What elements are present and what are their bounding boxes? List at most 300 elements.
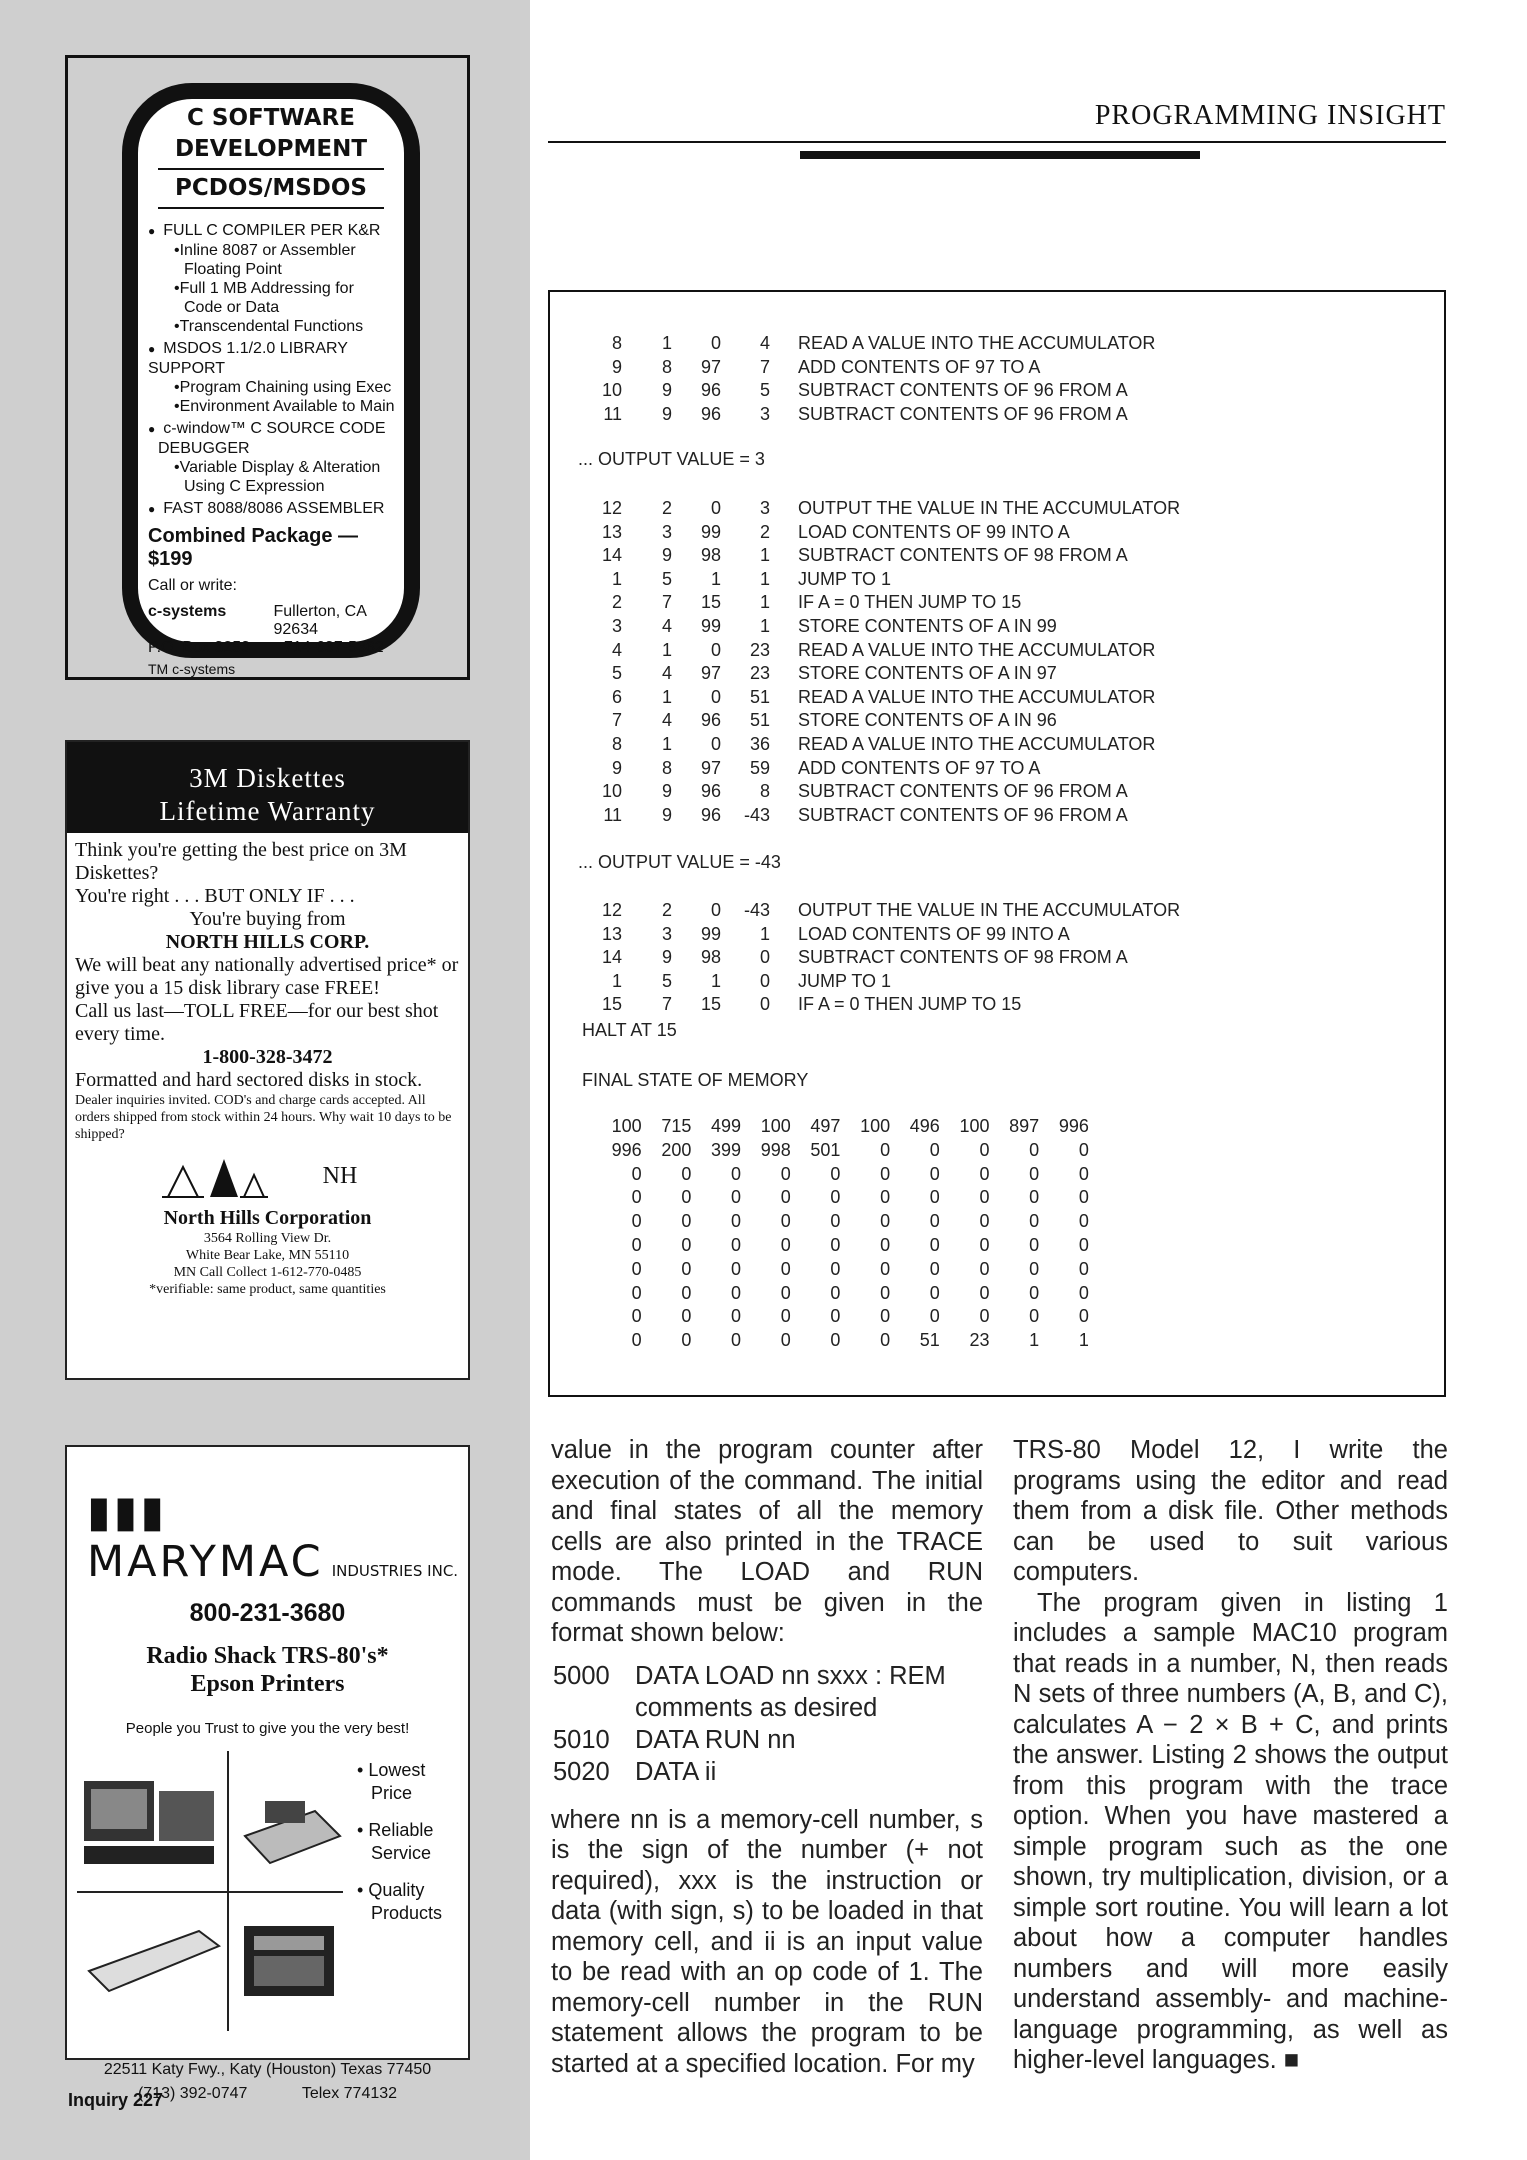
trace-row: [570, 923, 1180, 947]
code-statement: DATA RUN nn: [635, 1725, 796, 1754]
trace-block-1: [570, 332, 1155, 426]
memory-cell: 0: [979, 1187, 990, 1208]
trace-value: 5: [611, 663, 622, 684]
code-line: [553, 1693, 946, 1723]
ad-marymac-suffix: INDUSTRIES INC.: [331, 1562, 459, 1580]
trace-row: [570, 403, 1155, 427]
trace-comment: OUTPUT THE VALUE IN THE ACCUMULATOR: [798, 498, 1181, 518]
trace-row: [570, 568, 1180, 592]
trace-value: 1: [759, 592, 770, 613]
trace-value: 4: [759, 333, 770, 353]
memory-cell: 0: [731, 1234, 742, 1255]
trace-row: [570, 497, 1180, 521]
trace-comment: READ A VALUE INTO THE ACCUMULATOR: [798, 333, 1156, 353]
trace-value: 1: [759, 615, 770, 636]
trace-value: 5: [661, 568, 672, 589]
ad-c-feature-item: • Full 1 MB Addressing for: [174, 279, 404, 298]
trace-value: 1: [710, 970, 721, 991]
memory-cell: 0: [681, 1187, 692, 1208]
ad-c-pobox: P.O. Box 3253: [148, 639, 250, 656]
memory-cell: 0: [731, 1306, 742, 1327]
trace-value: 96: [700, 781, 721, 802]
trace-value: 1: [661, 333, 672, 353]
trace-comment: OUTPUT THE VALUE IN THE ACCUMULATOR: [798, 900, 1181, 920]
ad-c-feature-item: • Variable Display & Alteration: [174, 458, 404, 477]
memory-cell: 51: [919, 1330, 940, 1351]
memory-cell: 0: [780, 1282, 791, 1303]
memory-cell: 0: [880, 1258, 891, 1279]
trace-value: 1: [759, 545, 770, 566]
output-line-1: ... OUTPUT VALUE = 3: [578, 449, 765, 469]
memory-cell: 100: [860, 1116, 891, 1136]
trace-value: 8: [661, 356, 672, 377]
trace-value: 97: [700, 663, 721, 684]
memory-cell: 496: [909, 1116, 940, 1136]
memory-row: [592, 1163, 1089, 1187]
memory-cell: 0: [929, 1306, 940, 1327]
memory-cell: 399: [711, 1139, 742, 1160]
trace-value: 51: [749, 710, 770, 731]
divider: [77, 1891, 343, 1893]
ad-marymac-products: [67, 1751, 468, 2041]
ad-c-feature-list: [138, 212, 404, 519]
trace-comment: SUBTRACT CONTENTS OF 96 FROM A: [798, 380, 1128, 401]
code-statement: DATA ii: [635, 1757, 717, 1786]
marymac-mark-icon: ▮▮▮: [87, 1487, 167, 1537]
benefit-products: Products: [371, 1903, 443, 1923]
page-folio: Inquiry 227: [68, 2090, 164, 2110]
trace-comment: JUMP TO 1: [798, 568, 892, 589]
trace-value: 23: [749, 663, 770, 684]
trace-comment: LOAD CONTENTS OF 99 INTO A: [798, 923, 1070, 944]
memory-cell: 715: [661, 1116, 692, 1136]
trace-value: 9: [661, 545, 672, 566]
trace-value: 7: [759, 356, 770, 377]
ad-3m-subtitle: Lifetime Warranty: [159, 796, 376, 826]
trace-value: 7: [611, 710, 622, 731]
memory-cell: 200: [661, 1139, 692, 1160]
trace-block-3: [570, 899, 1180, 1017]
memory-cell: 0: [681, 1163, 692, 1184]
trace-comment: STORE CONTENTS OF A IN 97: [798, 663, 1057, 684]
trace-value: 3: [759, 403, 770, 424]
code-line-number: [553, 1693, 633, 1723]
ad-c-feature-item: • Program Chaining using Exec: [174, 378, 404, 397]
trace-value: 5: [759, 380, 770, 401]
ad-c-feature-item: • Inline 8087 or Assembler: [174, 241, 404, 260]
memory-cell: 0: [1029, 1282, 1040, 1303]
trace-value: 9: [661, 380, 672, 401]
memory-cell: 0: [830, 1211, 841, 1232]
col2-paragraph-1: TRS-80 Model 12, I write the programs using the editor and read them from a disk file. Other methods can be used to suit various computers.: [1013, 1436, 1448, 1586]
trace-value: 1: [759, 923, 770, 944]
ad-c-feature-item: ● c-window™ C SOURCE CODE: [148, 419, 404, 439]
trace-row: [570, 780, 1180, 804]
memory-cell: 0: [780, 1234, 791, 1255]
memory-cell: 0: [1078, 1211, 1089, 1232]
memory-cell: 0: [830, 1187, 841, 1208]
ad-3m-company: North Hills Corporation: [163, 1207, 372, 1229]
code-line-number: 5010: [553, 1725, 610, 1754]
trace-value: 14: [601, 545, 622, 566]
ad-3m-logo-text: NH: [322, 1163, 358, 1189]
ad-c-feature-item: Using C Expression: [184, 478, 325, 495]
trace-value: 0: [759, 970, 770, 991]
memory-cell: 0: [979, 1139, 990, 1160]
ad-3m-phone: 1-800-328-3472: [202, 1046, 333, 1068]
trace-value: 23: [749, 639, 770, 660]
memory-cell: 0: [1078, 1139, 1089, 1160]
trace-value: 0: [759, 947, 770, 968]
memory-cell: 0: [681, 1330, 692, 1351]
ad-marymac-benefits: • Lowest Price • Reliable Service • Quality Products: [357, 1760, 443, 1923]
memory-cell: 0: [1078, 1306, 1089, 1327]
trace-row: [570, 544, 1180, 568]
trace-value: 6: [611, 686, 622, 707]
trace-comment: STORE CONTENTS OF A IN 96: [798, 710, 1057, 731]
memory-row: [592, 1186, 1089, 1210]
trace-value: 98: [700, 545, 721, 566]
ad-c-contact-2: [148, 639, 404, 657]
memory-cell: 0: [880, 1306, 891, 1327]
ad-3m-p3: You're buying from: [189, 908, 346, 930]
memory-cell: 0: [830, 1163, 841, 1184]
trace-comment: STORE CONTENTS OF A IN 99: [798, 615, 1057, 636]
ad-3m-p7: Formatted and hard sectored disks in stock.: [75, 1069, 423, 1091]
memory-cell: 0: [731, 1282, 742, 1303]
ad-c-title-2: DEVELOPMENT: [174, 136, 368, 162]
article-column-2: [1013, 1435, 1448, 2076]
memory-cell: 0: [731, 1211, 742, 1232]
memory-cell: 0: [631, 1211, 642, 1232]
benefit-service: Service: [371, 1843, 432, 1863]
memory-cell: 996: [611, 1139, 642, 1160]
memory-cell: 0: [979, 1234, 990, 1255]
memory-cell: 0: [830, 1330, 841, 1351]
memory-cell: 0: [780, 1306, 791, 1327]
ad-marymac-phone: 800-231-3680: [189, 1599, 346, 1627]
trace-value: 0: [710, 498, 721, 518]
memory-cell: 0: [1029, 1187, 1040, 1208]
trace-value: 15: [601, 994, 622, 1015]
ad-marymac-line2: Epson Printers: [190, 1671, 345, 1697]
ad-c-feature-item: • Transcendental Functions: [174, 317, 404, 336]
ad-3m-addr1: 3564 Rolling View Dr.: [203, 1231, 332, 1246]
trace-value: 4: [611, 639, 622, 660]
memory-cell: 100: [959, 1116, 990, 1136]
trace-value: 3: [661, 923, 672, 944]
trace-value: 3: [759, 498, 770, 518]
memory-cell: 0: [929, 1234, 940, 1255]
memory-row: [592, 1258, 1089, 1282]
trace-row: [570, 757, 1180, 781]
trace-value: 7: [661, 592, 672, 613]
trace-comment: SUBTRACT CONTENTS OF 98 FROM A: [798, 545, 1128, 566]
memory-cell: 0: [929, 1211, 940, 1232]
trace-value: 8: [611, 333, 622, 353]
memory-cell: 0: [1029, 1163, 1040, 1184]
memory-cell: 0: [929, 1139, 940, 1160]
trace-row: [570, 686, 1180, 710]
trace-value: 0: [710, 639, 721, 660]
memory-cell: 0: [1029, 1234, 1040, 1255]
section-header: PROGRAMMING INSIGHT: [1094, 100, 1446, 131]
memory-cell: 0: [631, 1163, 642, 1184]
memory-cell: 0: [830, 1306, 841, 1327]
ad-c-contact: [148, 603, 404, 639]
ad-c-feature-item: DEBUGGER: [158, 440, 250, 457]
ad-c-package-price: Combined Package — $199: [148, 525, 359, 570]
trace-value: 11: [603, 804, 622, 825]
ad-3m-addr2: White Bear Lake, MN 55110: [185, 1248, 350, 1263]
trace-value: 10: [601, 380, 622, 401]
trace-row: [570, 899, 1180, 923]
memory-cell: 0: [979, 1211, 990, 1232]
trace-value: 0: [710, 333, 721, 353]
ad-3m-footnote: *verifiable: same product, same quantities: [149, 1282, 386, 1297]
memory-cell: 0: [631, 1234, 642, 1255]
ad-c-feature-item: ● FAST 8088/8086 ASSEMBLER: [148, 499, 404, 519]
code-line: [553, 1757, 946, 1787]
divider: [158, 168, 384, 170]
ad-c-feature-item: Code or Data: [184, 299, 280, 316]
memory-cell: 0: [880, 1234, 891, 1255]
memory-cell: 0: [731, 1258, 742, 1279]
trace-value: 2: [661, 498, 672, 518]
final-state-title: FINAL STATE OF MEMORY: [582, 1070, 809, 1090]
trace-value: 59: [749, 757, 770, 778]
trace-value: 98: [700, 947, 721, 968]
memory-cell: 996: [1058, 1116, 1089, 1136]
trace-comment: SUBTRACT CONTENTS OF 96 FROM A: [798, 403, 1128, 424]
memory-row: [592, 1282, 1089, 1306]
trace-value: 99: [700, 521, 721, 542]
memory-cell: 998: [760, 1139, 791, 1160]
memory-cell: 0: [929, 1187, 940, 1208]
memory-cell: 0: [780, 1258, 791, 1279]
memory-cell: 0: [681, 1211, 692, 1232]
memory-cell: 0: [1029, 1139, 1040, 1160]
ad-marymac-telex: Telex 774132: [301, 2085, 398, 2102]
ad-c-company: c-systems: [148, 603, 227, 620]
memory-cell: 0: [780, 1187, 791, 1208]
memory-cell: 0: [979, 1163, 990, 1184]
trace-row: [570, 639, 1180, 663]
trace-value: 9: [611, 757, 622, 778]
trace-row: [570, 615, 1180, 639]
ad-3m-logo: [75, 1153, 460, 1203]
load-run-format: [551, 1659, 948, 1789]
trace-comment: READ A VALUE INTO THE ACCUMULATOR: [798, 733, 1156, 754]
memory-cell: 0: [631, 1306, 642, 1327]
memory-cell: 0: [929, 1282, 940, 1303]
memory-cell: 0: [830, 1282, 841, 1303]
trace-row: [570, 970, 1180, 994]
trace-value: 9: [661, 403, 672, 424]
benefit-reliable: Reliable: [368, 1820, 434, 1840]
memory-cell: 0: [631, 1187, 642, 1208]
trace-value: -43: [743, 804, 770, 825]
memory-cell: 0: [880, 1282, 891, 1303]
trace-row: [570, 521, 1180, 545]
trace-value: 96: [700, 403, 721, 424]
trace-comment: SUBTRACT CONTENTS OF 96 FROM A: [798, 781, 1128, 802]
trace-row: [570, 993, 1180, 1017]
trace-value: 4: [661, 663, 672, 684]
memory-row: [592, 1234, 1089, 1258]
benefit-lowest: Lowest: [368, 1760, 426, 1780]
trace-value: 1: [661, 733, 672, 754]
ad-marymac-tel: (713) 392-0747: [137, 2085, 248, 2102]
ad-c-feature-item: ● MSDOS 1.1/2.0 LIBRARY SUPPORT: [148, 339, 404, 378]
trace-value: 97: [700, 757, 721, 778]
ad-3m-diskettes: [65, 740, 470, 1380]
trace-row: [570, 804, 1180, 828]
ad-3m-p2: You're right . . . BUT ONLY IF . . .: [75, 885, 355, 907]
trace-row: [570, 733, 1180, 757]
memory-cell: 0: [731, 1163, 742, 1184]
memory-cell: 0: [830, 1258, 841, 1279]
memory-cell: 0: [1078, 1187, 1089, 1208]
trace-value: 2: [759, 521, 770, 542]
trace-comment: IF A = 0 THEN JUMP TO 15: [798, 592, 1022, 613]
memory-cell: 0: [780, 1163, 791, 1184]
ad-marymac-logo: [67, 1447, 468, 1587]
memory-cell: 0: [979, 1258, 990, 1279]
trace-value: 9: [661, 947, 672, 968]
trace-value: 1: [710, 568, 721, 589]
trace-value: -43: [743, 900, 770, 920]
trace-value: 12: [601, 900, 622, 920]
code-statement: comments as desired: [635, 1693, 878, 1722]
trace-value: 9: [611, 356, 622, 377]
ad-c-feature-item: Floating Point: [184, 261, 282, 278]
memory-row: [592, 1115, 1089, 1139]
trace-value: 51: [749, 686, 770, 707]
trace-comment: ADD CONTENTS OF 97 TO A: [798, 757, 1041, 778]
ad-marymac-tagline: People you Trust to give you the very best!: [125, 1720, 410, 1737]
memory-cell: 0: [1078, 1234, 1089, 1255]
memory-cell: 1: [1078, 1330, 1089, 1351]
col2-paragraph-2: The program given in listing 1 includes a sample MAC10 program that reads in a number, N, then reads N sets of three numbers (A, B, and C), calculates A − 2 × B + C, and prints the answer. Listing 2 shows the output from this program with the trace option. When you have mastered a simple program such as the one shown, try multiplication, division, or a simple sort routine. You will learn a lot about how a computer handles numbers and will more easily understand assembly- and machine-language programming, as well as higher-level languages. ■: [1013, 1588, 1448, 2074]
memory-row: [592, 1139, 1089, 1163]
trace-value: 36: [749, 733, 770, 754]
trace-value: 8: [611, 733, 622, 754]
model-100-image-icon: [239, 1911, 339, 2011]
memory-row: [592, 1329, 1089, 1353]
memory-cell: 0: [731, 1187, 742, 1208]
memory-cell: 0: [1029, 1258, 1040, 1279]
memory-row: [592, 1305, 1089, 1329]
code-statement: DATA LOAD nn sxxx : REM: [635, 1661, 946, 1690]
ad-3m-p6: Call us last—TOLL FREE—for our best shot every time.: [75, 1000, 439, 1045]
trace-value: 1: [759, 568, 770, 589]
trace-row: [570, 356, 1155, 380]
benefit-quality: Quality: [368, 1880, 425, 1900]
col1-paragraph-1: value in the program counter after execution of the command. The initial and final states of all the memory cells are also printed in the TRACE mode. The LOAD and RUN commands must be given in the format shown below:: [551, 1436, 983, 1647]
trace-row: [570, 662, 1180, 686]
article-column-1: [551, 1435, 983, 2079]
memory-cell: 0: [929, 1258, 940, 1279]
header-rule: [548, 141, 1446, 143]
memory-cell: 23: [969, 1330, 990, 1351]
ad-c-trademark: TM c-systems: [148, 661, 236, 677]
trace-comment: READ A VALUE INTO THE ACCUMULATOR: [798, 686, 1156, 707]
memory-row: [592, 1210, 1089, 1234]
memory-table: [592, 1115, 1089, 1353]
ad-3m-p1: Think you're getting the best price on 3M Diskettes?: [75, 839, 407, 884]
trace-comment: SUBTRACT CONTENTS OF 98 FROM A: [798, 947, 1128, 968]
trace-value: 0: [710, 900, 721, 920]
trace-row: [570, 332, 1155, 356]
ad-3m-addr3: MN Call Collect 1-612-770-0485: [173, 1265, 362, 1280]
memory-cell: 0: [880, 1211, 891, 1232]
listing-2-box: [548, 290, 1446, 1397]
code-line: [553, 1725, 946, 1755]
trace-value: 13: [601, 521, 622, 542]
trace-comment: LOAD CONTENTS OF 99 INTO A: [798, 521, 1070, 542]
ad-marymac-address: 22511 Katy Fwy., Katy (Houston) Texas 77450: [103, 2061, 432, 2078]
trace-value: 3: [661, 521, 672, 542]
memory-cell: 0: [780, 1211, 791, 1232]
ad-c-title-3: PCDOS/MSDOS: [174, 175, 367, 201]
memory-cell: 0: [1078, 1282, 1089, 1303]
trace-value: 1: [611, 568, 622, 589]
ad-c-phone: 714-637-5362: [284, 639, 384, 656]
code-line-number: 5020: [553, 1757, 610, 1786]
trace-value: 4: [661, 710, 672, 731]
ad-c-software: [65, 55, 470, 680]
memory-cell: 497: [810, 1116, 841, 1136]
memory-cell: 0: [731, 1330, 742, 1351]
trace-value: 4: [661, 615, 672, 636]
trace-value: 0: [710, 686, 721, 707]
memory-cell: 1: [1029, 1330, 1040, 1351]
trace-value: 96: [700, 380, 721, 401]
computer-image-icon: [79, 1771, 219, 1871]
trace-value: 0: [710, 733, 721, 754]
trace-value: 0: [759, 994, 770, 1015]
trace-block-2: [570, 497, 1180, 827]
memory-cell: 0: [830, 1234, 841, 1255]
memory-cell: 0: [1078, 1258, 1089, 1279]
halt-line: HALT AT 15: [582, 1020, 677, 1040]
trace-value: 11: [603, 403, 622, 424]
trace-comment: IF A = 0 THEN JUMP TO 15: [798, 994, 1022, 1015]
trace-value: 96: [700, 710, 721, 731]
memory-cell: 0: [880, 1139, 891, 1160]
ad-marymac-name: MARYMAC: [87, 1537, 324, 1587]
memory-cell: 0: [681, 1234, 692, 1255]
memory-cell: 897: [1009, 1116, 1040, 1136]
memory-cell: 0: [1029, 1211, 1040, 1232]
memory-cell: 0: [880, 1187, 891, 1208]
trace-value: 10: [601, 781, 622, 802]
memory-cell: 0: [979, 1306, 990, 1327]
memory-cell: 0: [631, 1258, 642, 1279]
trace-value: 8: [759, 781, 770, 802]
memory-cell: 100: [611, 1116, 642, 1136]
ad-c-title-1: C SOFTWARE: [187, 105, 355, 131]
ad-3m-title: 3M Diskettes: [189, 763, 346, 793]
memory-cell: 0: [929, 1163, 940, 1184]
trace-comment: ADD CONTENTS OF 97 TO A: [798, 356, 1041, 377]
trace-value: 2: [611, 592, 622, 613]
printer-image-icon: [235, 1781, 345, 1871]
trace-value: 13: [601, 923, 622, 944]
trace-value: 99: [700, 923, 721, 944]
trace-value: 15: [700, 994, 721, 1015]
